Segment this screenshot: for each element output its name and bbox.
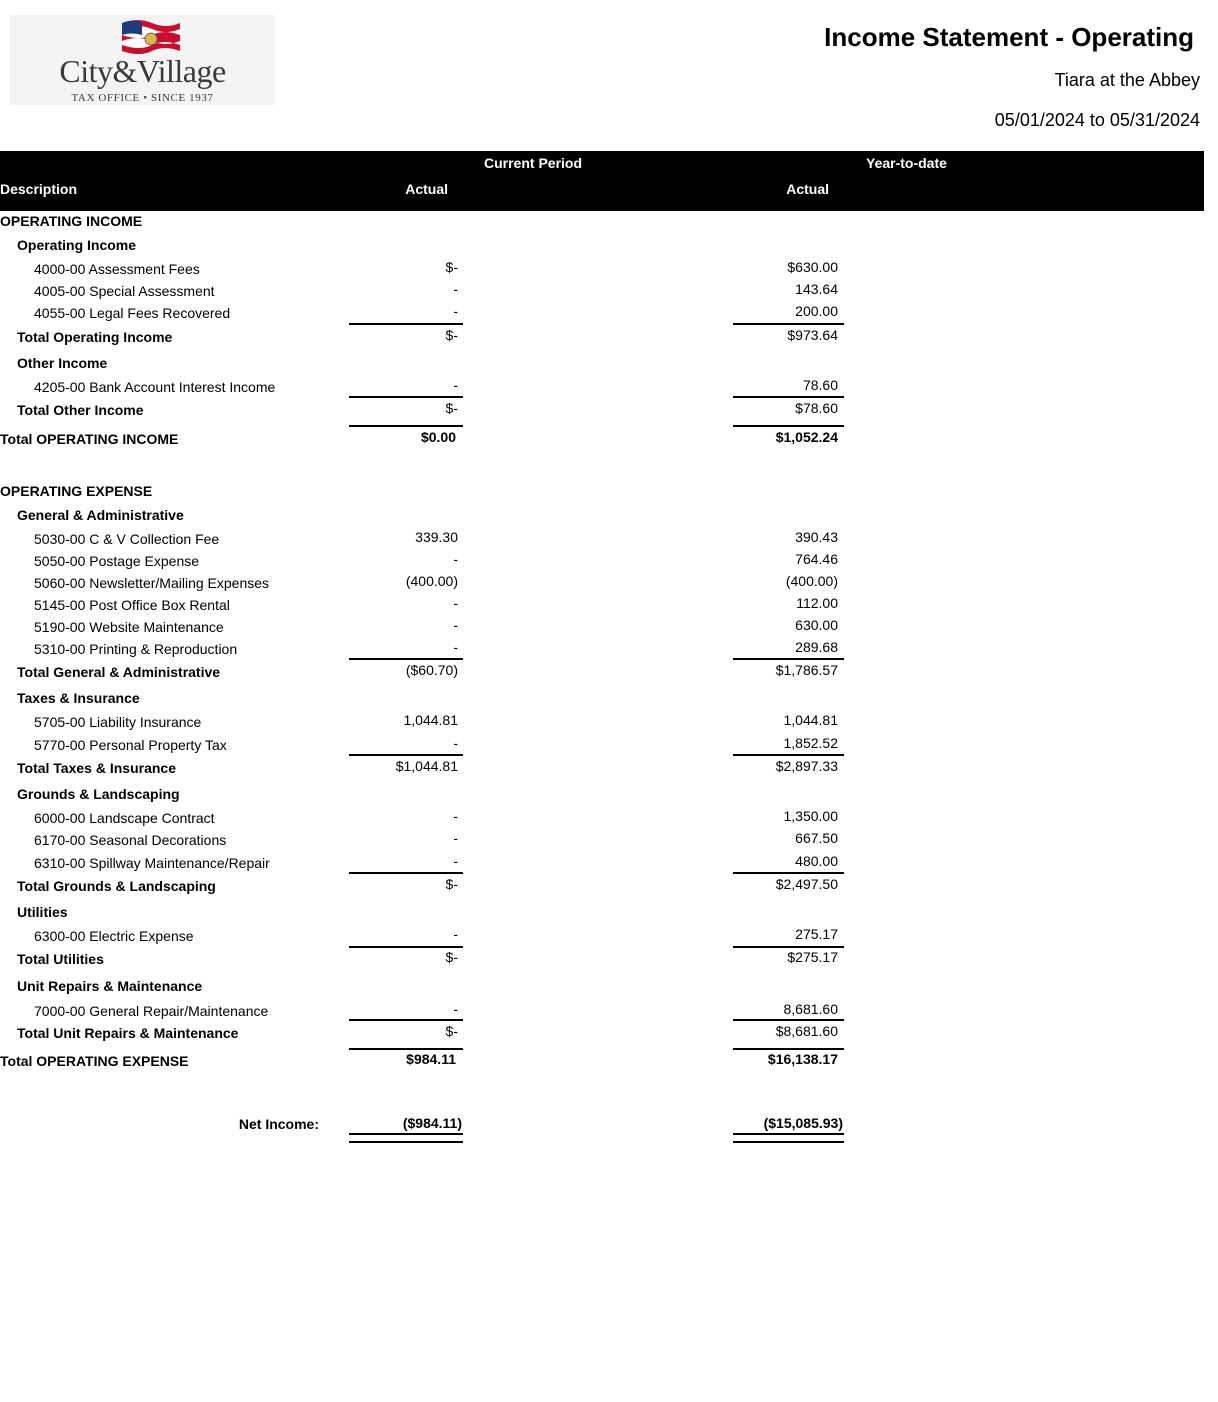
- net-income-label: Net Income:: [238, 1116, 319, 1132]
- ytd-value: $78.60: [795, 400, 838, 416]
- net-rule-current: [349, 1133, 463, 1135]
- property-name: Tiara at the Abbey: [1054, 70, 1200, 90]
- row-label: Total General & Administrative: [17, 664, 221, 680]
- table-row: [0, 575, 1218, 597]
- current-period-value: -: [453, 551, 458, 567]
- ytd-value: (400.00): [785, 573, 838, 589]
- row-label: Grounds & Landscaping: [17, 786, 180, 802]
- table-row: [0, 641, 1218, 663]
- subtotal-rule: [733, 1019, 844, 1021]
- ytd-value: 143.64: [795, 281, 838, 297]
- current-period-value: -: [453, 617, 458, 633]
- subtotal-rule: [733, 396, 844, 398]
- row-label: 5050-00 Postage Expense: [34, 553, 200, 569]
- ytd-value: 78.60: [802, 377, 838, 393]
- row-label: Total Unit Repairs & Maintenance: [17, 1025, 239, 1041]
- row-label: 4000-00 Assessment Fees: [34, 261, 200, 277]
- subtotal-rule: [733, 754, 844, 756]
- ytd-value: $8,681.60: [775, 1023, 838, 1039]
- row-label: Total Utilities: [17, 951, 104, 967]
- ytd-value: $1,786.57: [775, 662, 838, 678]
- subtotal-rule: [733, 1048, 844, 1050]
- description-header: Description: [0, 181, 78, 197]
- row-label: 6000-00 Landscape Contract: [34, 810, 215, 826]
- current-period-value: -: [453, 1001, 458, 1017]
- current-period-value: 1,044.81: [403, 712, 458, 728]
- ytd-value: $2,897.33: [775, 758, 838, 774]
- subtotal-rule: [733, 323, 844, 325]
- current-period-value: $984.11: [406, 1051, 456, 1067]
- row-label: Total Taxes & Insurance: [17, 760, 176, 776]
- row-label: Operating Income: [17, 237, 137, 253]
- ytd-value: $16,138.17: [767, 1051, 838, 1067]
- ytd-value: $275.17: [787, 949, 838, 965]
- table-row: [0, 664, 1218, 686]
- table-row: [0, 978, 1218, 1000]
- subtotal-rule: [349, 872, 463, 874]
- net-double-rule-current: [349, 1141, 463, 1143]
- net-double-rule-ytd: [733, 1141, 844, 1143]
- current-period-value: -: [453, 303, 458, 319]
- logo-tagline: TAX OFFICE • SINCE 1937: [71, 92, 214, 104]
- table-row: [0, 237, 1218, 259]
- table-row: [0, 1003, 1218, 1025]
- current-period-value: ($60.70): [405, 662, 458, 678]
- table-row: [0, 531, 1218, 553]
- current-period-value: -: [453, 639, 458, 655]
- row-label: 6310-00 Spillway Maintenance/Repair: [34, 855, 270, 871]
- current-period-value: $-: [445, 400, 458, 416]
- ytd-value: $1,052.24: [775, 429, 838, 445]
- subtotal-rule: [349, 323, 463, 325]
- row-label: Unit Repairs & Maintenance: [17, 978, 203, 994]
- table-row: [0, 305, 1218, 327]
- current-period-value: -: [453, 853, 458, 869]
- current-period-value: -: [453, 735, 458, 751]
- year-to-date-header: Year-to-date: [866, 155, 947, 171]
- row-label: 7000-00 General Repair/Maintenance: [34, 1003, 269, 1019]
- row-label: 4005-00 Special Assessment: [34, 283, 215, 299]
- row-label: Total OPERATING EXPENSE: [0, 1053, 189, 1069]
- row-label: Taxes & Insurance: [17, 690, 140, 706]
- ytd-value: 200.00: [795, 303, 838, 319]
- table-row: [0, 714, 1218, 736]
- table-row: [0, 329, 1218, 351]
- current-period-header: Current Period: [484, 155, 583, 171]
- row-label: 6300-00 Electric Expense: [34, 928, 194, 944]
- ytd-value: 764.46: [795, 551, 838, 567]
- table-row: [0, 690, 1218, 712]
- ytd-value: 289.68: [795, 639, 838, 655]
- company-logo: [10, 15, 275, 105]
- row-label: 5145-00 Post Office Box Rental: [34, 597, 230, 613]
- flag-icon: [118, 17, 182, 57]
- row-label: 5190-00 Website Maintenance: [34, 619, 224, 635]
- current-period-value: $-: [445, 259, 458, 275]
- table-row: [0, 1025, 1218, 1047]
- subtotal-rule: [349, 1048, 463, 1050]
- current-period-value: $-: [445, 327, 458, 343]
- row-label: Other Income: [17, 355, 108, 371]
- ytd-value: 480.00: [795, 853, 838, 869]
- ytd-value: 667.50: [795, 830, 838, 846]
- subtotal-rule: [733, 872, 844, 874]
- ytd-value: $630.00: [787, 259, 838, 275]
- column-header-band: [0, 151, 1204, 211]
- report-title: Income Statement - Operating: [824, 22, 1194, 52]
- ytd-value: 1,044.81: [783, 712, 838, 728]
- table-row: [0, 737, 1218, 759]
- ytd-value: 390.43: [795, 529, 838, 545]
- row-label: General & Administrative: [17, 507, 184, 523]
- subtotal-rule: [349, 754, 463, 756]
- table-row: [0, 261, 1218, 283]
- ytd-value: 8,681.60: [783, 1001, 838, 1017]
- row-label: 4055-00 Legal Fees Recovered: [34, 305, 231, 321]
- subtotal-rule: [349, 1019, 463, 1021]
- row-label: Total OPERATING INCOME: [0, 431, 179, 447]
- subtotal-rule: [349, 396, 463, 398]
- table-row: [0, 760, 1218, 782]
- table-row: [0, 878, 1218, 900]
- logo-name: City&Village: [59, 53, 226, 89]
- row-label: OPERATING EXPENSE: [0, 483, 153, 499]
- current-period-value: -: [453, 377, 458, 393]
- table-row: [0, 951, 1218, 973]
- table-row: [0, 355, 1218, 377]
- row-label: 5705-00 Liability Insurance: [34, 714, 202, 730]
- row-label: 5060-00 Newsletter/Mailing Expenses: [34, 575, 270, 591]
- table-row: [0, 431, 1218, 453]
- row-label: OPERATING INCOME: [0, 213, 143, 229]
- row-label: Total Grounds & Landscaping: [17, 878, 216, 894]
- row-label: Total Operating Income: [17, 329, 173, 345]
- row-label: 5030-00 C & V Collection Fee: [34, 531, 220, 547]
- ytd-value: $973.64: [787, 327, 838, 343]
- row-label: 5770-00 Personal Property Tax: [34, 737, 227, 753]
- subtotal-rule: [349, 946, 463, 948]
- subtotal-rule: [349, 658, 463, 660]
- table-row: [0, 483, 1218, 505]
- subtotal-rule: [733, 946, 844, 948]
- row-label: Utilities: [17, 904, 68, 920]
- current-period-value: $-: [445, 876, 458, 892]
- current-period-value: -: [453, 808, 458, 824]
- row-label: Total Other Income: [17, 402, 144, 418]
- current-actual-header: Actual: [405, 181, 448, 197]
- table-row: [0, 597, 1218, 619]
- current-period-value: $-: [445, 949, 458, 965]
- current-period-value: -: [453, 595, 458, 611]
- table-row: [0, 786, 1218, 808]
- net-income-current: ($984.11): [402, 1115, 462, 1131]
- ytd-actual-header: Actual: [786, 181, 829, 197]
- current-period-value: -: [453, 830, 458, 846]
- row-label: 5310-00 Printing & Reproduction: [34, 641, 238, 657]
- net-income-ytd: ($15,085.93): [763, 1115, 843, 1131]
- report-period: 05/01/2024 to 05/31/2024: [994, 110, 1200, 130]
- table-row: [0, 904, 1218, 926]
- ytd-value: $2,497.50: [775, 876, 838, 892]
- table-row: [0, 855, 1218, 877]
- ytd-value: 1,852.52: [783, 735, 838, 751]
- table-row: [0, 379, 1218, 401]
- current-period-value: (400.00): [405, 573, 458, 589]
- row-label: 4205-00 Bank Account Interest Income: [34, 379, 276, 395]
- table-row: [0, 810, 1218, 832]
- table-row: [0, 1053, 1218, 1075]
- current-period-value: $1,044.81: [395, 758, 458, 774]
- net-rule-ytd: [733, 1133, 844, 1135]
- current-period-value: -: [453, 281, 458, 297]
- row-label: 6170-00 Seasonal Decorations: [34, 832, 227, 848]
- table-row: [0, 402, 1218, 424]
- table-row: [0, 832, 1218, 854]
- table-row: [0, 553, 1218, 575]
- current-period-value: $-: [445, 1023, 458, 1039]
- table-row: [0, 283, 1218, 305]
- table-row: [0, 213, 1218, 235]
- current-period-value: -: [453, 926, 458, 942]
- subtotal-rule: [733, 658, 844, 660]
- ytd-value: 275.17: [795, 926, 838, 942]
- table-row: [0, 928, 1218, 950]
- table-row: [0, 507, 1218, 529]
- ytd-value: 1,350.00: [783, 808, 838, 824]
- current-period-value: 339.30: [415, 529, 458, 545]
- ytd-value: 630.00: [795, 617, 838, 633]
- table-row: [0, 619, 1218, 641]
- ytd-value: 112.00: [796, 595, 838, 611]
- current-period-value: $0.00: [420, 429, 456, 445]
- subtotal-rule: [733, 425, 844, 427]
- subtotal-rule: [349, 425, 463, 427]
